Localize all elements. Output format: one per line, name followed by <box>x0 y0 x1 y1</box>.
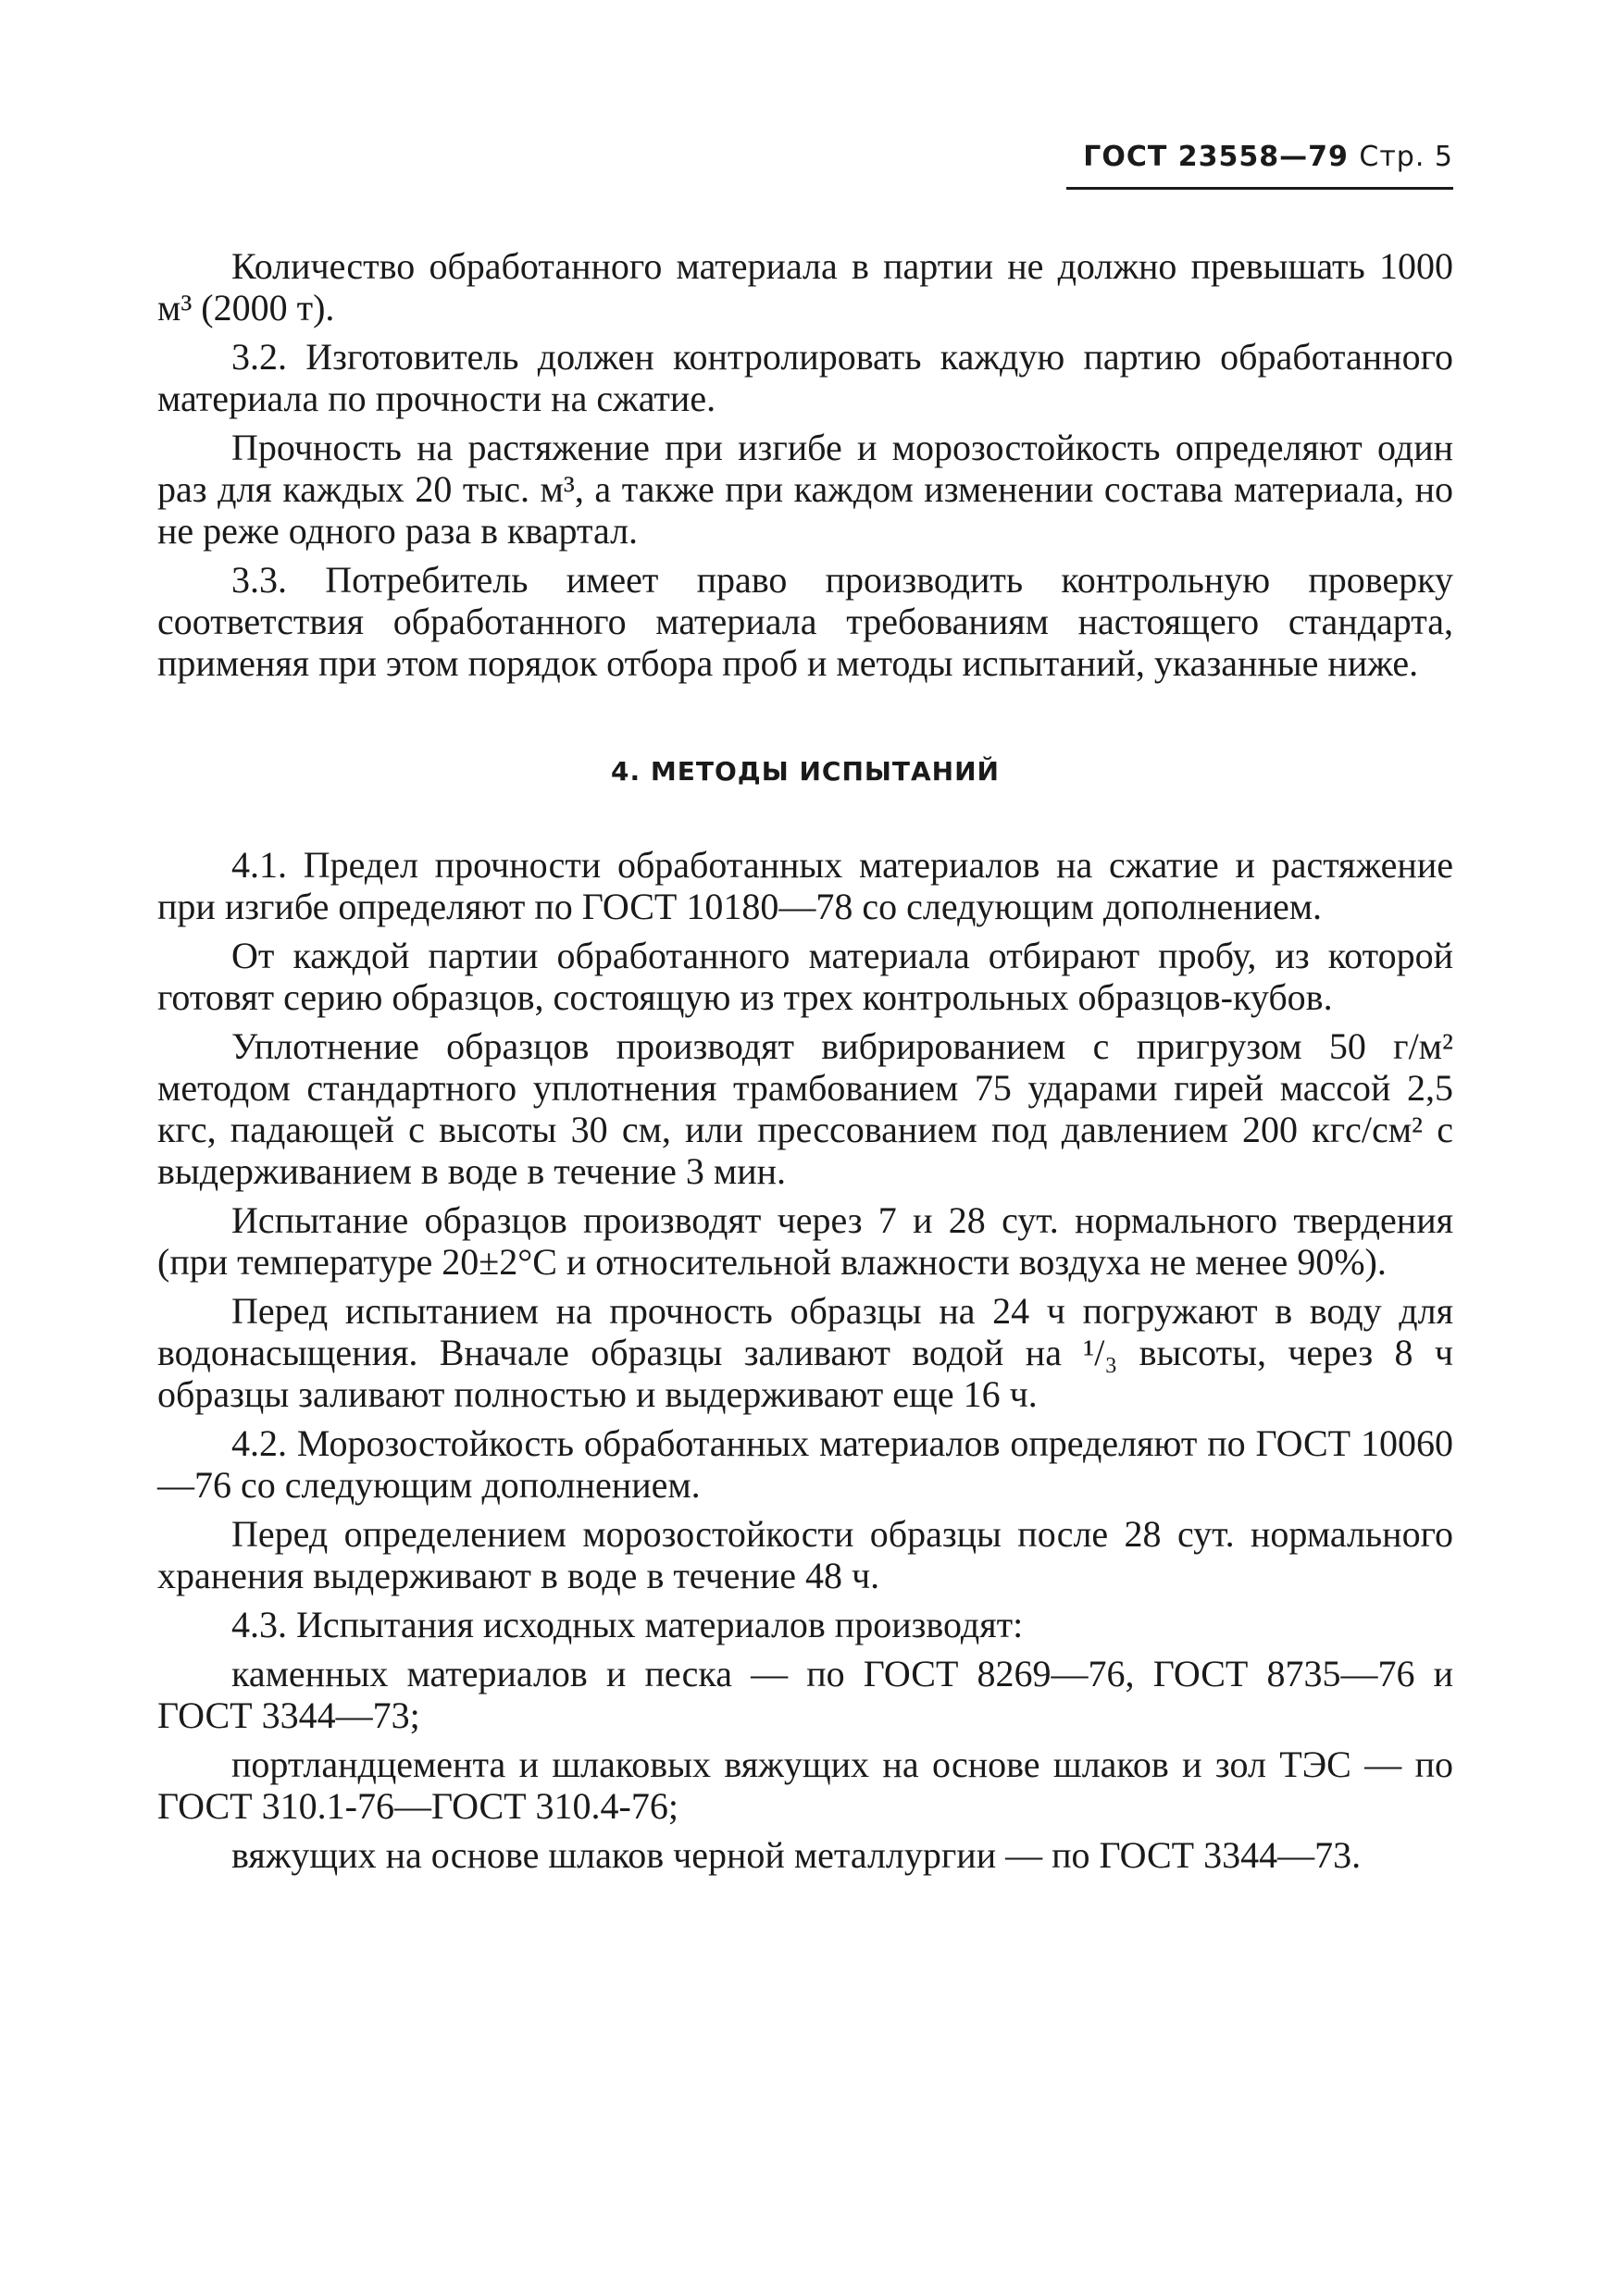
paragraph-sampling: От каждой партии обработанного материала отбирают пробу, из которой готовят серию образцов, состоящую из трех контрольных образцов-кубов. <box>157 935 1453 1018</box>
list-item-stone-sand: каменных материалов и песка — по ГОСТ 8269—76, ГОСТ 8735—76 и ГОСТ 3344—73; <box>157 1653 1453 1736</box>
paragraph-testing-age: Испытание образцов производят через 7 и 28 сут. нормального твердения (при температуре 20±2°С и относительной влажности воздуха не менее 90%). <box>157 1199 1453 1283</box>
list-item-slag-binders: вяжущих на основе шлаков черной металлургии — по ГОСТ 3344—73. <box>231 1834 1362 1876</box>
list-item-cement: портландцемента и шлаковых вяжущих на основе шлаков и зол ТЭС — по ГОСТ 310.1-76—ГОСТ 310.4-76; <box>157 1744 1453 1827</box>
paragraph-compaction: Уплотнение образцов производят вибрированием с пригрузом 50 г/м² методом стандартного уплотнения трамбованием 75 ударами гирей массой 2,5 кгс, падающей с высоты 30 см, или прессованием под давлением 200 кгс/см² с выдерживанием в воде в течение 3 мин. <box>157 1025 1453 1192</box>
paragraph-3-3: 3.3. Потребитель имеет право производить контрольную проверку соответствия обработанного материала требованиям настоящего стандарта, применяя при этом порядок отбора проб и методы испытаний, указанные ниже. <box>157 559 1453 684</box>
body-text <box>157 245 1453 1883</box>
section-title: 4. МЕТОДЫ ИСПЫТАНИЙ <box>611 756 1000 787</box>
header-rule <box>1066 187 1453 190</box>
page-number: Стр. 5 <box>1359 141 1453 173</box>
paragraph-4-3: 4.3. Испытания исходных материалов производят: <box>231 1604 1024 1645</box>
paragraph-3-2: 3.2. Изготовитель должен контролировать каждую партию обработанного материала по прочности на сжатие. <box>157 336 1453 419</box>
paragraph-4-2: 4.2. Морозостойкость обработанных материалов определяют по ГОСТ 10060—76 со следующим дополнением. <box>157 1422 1453 1506</box>
paragraph-tensile-frost: Прочность на растяжение при изгибе и морозостойкость определяют один раз для каждых 20 тыс. м³, а также при каждом изменении состава материала, но не реже одного раза в квартал. <box>157 427 1453 552</box>
paragraph-frost-prep: Перед определением морозостойкости образцы после 28 сут. нормального хранения выдерживают в воде в течение 48 ч. <box>157 1513 1453 1596</box>
document-id: ГОСТ 23558—79 <box>1083 141 1349 173</box>
paragraph-batch-volume: Количество обработанного материала в партии не должно превышать 1000 м³ (2000 т). <box>157 245 1453 329</box>
page-header <box>1064 141 1453 173</box>
paragraph-water-saturation: Перед испытанием на прочность образцы на 24 ч погружают в воду для водонасыщения. Вначале образцы заливают водой на ¹/₃ высоты, через 8 ч образцы заливают полностью и выдерживают еще 16 ч. <box>157 1290 1453 1415</box>
paragraph-4-1: 4.1. Предел прочности обработанных материалов на сжатие и растяжение при изгибе определяют по ГОСТ 10180—78 со следующим дополнением. <box>157 844 1453 927</box>
